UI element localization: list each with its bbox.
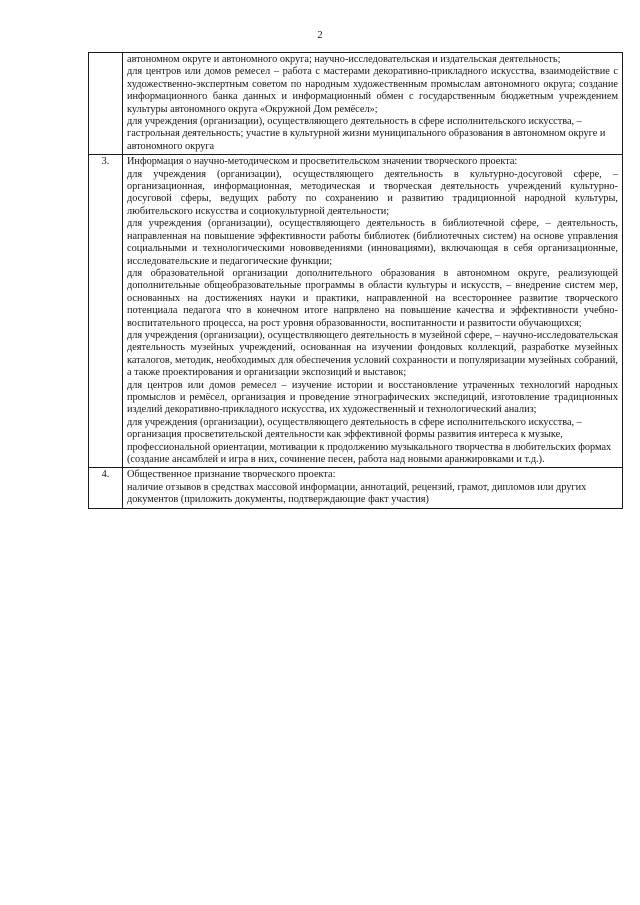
paragraph: для образовательной организации дополнительного образования в автономном округе, реализующей дополнительные общеобразовательные программы в области культуры и искусств, – внедрение систем мер, основанных на достижениях науки и практики, направленной на всестороннее развитие творческого потенциала педагога что в конечном итоге напрвлено на повышение качества и эффективности учебно-воспитательного процесса, на рост уровня образованности, воспитанности и развитости обучающихся; [127,267,618,329]
row-heading: Информация о научно-методическом и просветительском значении творческого проекта: [127,156,518,168]
paragraph: для центров или домов ремесел – работа с мастерами декоративно-прикладного искусства, взаимодействие с художественно-экспертным советом по народным художественным промыслам автономного округа; создание информационного банка данных и информационный обмен с государственным бюджетным учреждением культуры автономного округа «Окружной Дом ремёсел»; [127,66,618,115]
paragraph: для учреждения (организации), осуществляющего деятельность в библиотечной сфере, – деятельность, направленная на повышение эффективности работы библиотек (библиотечных систем) на основе управления социальными и технологическими нововведениями (инновациями), включающая в себя организационные, исследовательские и педагогические функции; [127,218,618,267]
table-row [89,155,623,468]
table-row [89,468,623,508]
paragraph: для учреждения (организации), осуществляющего деятельность в культурно-досуговой сфере, – организационная, информационная, методическая и творческая деятельность учреждений культурно-досуговой сферы, ведущих работу по сохранению и развитию традиционной народной культуры, любительского искусства и социокультурной деятельности; [127,168,618,217]
paragraph: для центров или домов ремесел – изучение истории и восстановление утраченных технологий народных промыслов и ремёсел, организация и проведение этнографических экспедиций, изготовление традиционных изделий декоративно-прикладного искусства, их художественный и технологический анализ; [127,379,618,416]
row-content [123,468,623,508]
paragraph: для учреждения (организации), осуществляющего деятельность в сфере исполнительского искусства, – организация просветительской деятельности как эффективной формы развития интереса к музыке, профессиональной ориентации, мотивации к продолжению музыкального творчества в любительских формах (создание ансамблей и игра в них, сочинение песен, работа над новыми аранжировками и т.д.). [127,416,612,465]
page-number: 2 [317,29,323,41]
paragraph: для учреждения (организации), осуществляющего деятельность в музейной сфере, – научно-исследовательская деятельность музейных учреждений, основанная на изучении фондовых коллекций, разработке музейных каталогов, методик, необходимых для обеспечения условий сохранности и популяризации музейных собраний, а также проектирования и организации экспозиций и выставок; [127,329,618,379]
row-number: 4. [89,468,123,508]
table-row [89,53,623,155]
paragraph: автономном округе и автономного округа; научно-исследовательская и издательская деятельность; [127,54,561,65]
row-heading: Общественное признание творческого проекта: [127,469,336,481]
row-number [89,53,123,155]
row-content [123,155,623,468]
row-number: 3. [89,155,123,468]
criteria-table [88,52,623,509]
row-content [123,53,623,155]
paragraph: для учреждения (организации), осуществляющего деятельность в сфере исполнительского искусства, – гастрольная деятельность; участие в культурной жизни муниципального образования в автономном округе и автономного округа [127,116,606,152]
paragraph: наличие отзывов в средствах массовой информации, аннотаций, рецензий, грамот, дипломов или других документов (приложить документы, подтверждающие факт участия) [127,481,587,506]
